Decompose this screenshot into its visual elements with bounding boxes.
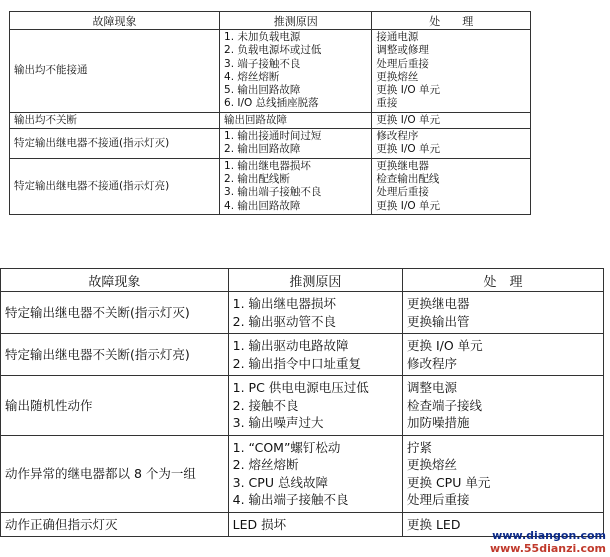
cause-line: LED 损坏 [232, 516, 287, 532]
cause-cell [220, 158, 372, 214]
table-row [1, 435, 604, 512]
action-line: 更换熔丝 [406, 457, 457, 472]
action-line: 更换 I/O 单元 [406, 338, 483, 353]
table-body [1, 292, 604, 537]
action-line: 修改程序 [406, 355, 457, 371]
cause-line: 2. 输出回路故障 [224, 143, 301, 156]
cause-cell [228, 435, 402, 512]
action-line: 调整电源 [406, 380, 457, 395]
cause-line: 1. 输出驱动电路故障 [232, 338, 349, 353]
cause-line: 4. 输出回路故障 [224, 199, 301, 212]
action-line: 更换 CPU 单元 [406, 474, 491, 490]
cause-cell [220, 112, 372, 128]
cause-line: 5. 输出回路故障 [224, 84, 301, 97]
action-line: 拧紧 [406, 439, 432, 455]
symptom-cell: 输出均不能接通 [10, 30, 220, 113]
action-line: 处理后重接 [376, 57, 429, 70]
output-fault-table-1 [9, 11, 531, 215]
symptom-cell: 特定输出继电器不接通(指示灯灭) [10, 129, 220, 159]
cause-cell [228, 292, 402, 334]
cause-line: 1. 输出继电器损坏 [232, 296, 337, 311]
cause-line: 4. 输出端子接触不良 [232, 492, 349, 507]
action-line: 更换 I/O 单元 [376, 84, 440, 97]
cause-line: 6. I/O 总线插座脱落 [224, 97, 319, 110]
action-line: 修改程序 [376, 130, 419, 143]
action-line: 接通电源 [376, 31, 419, 43]
output-fault-table-2 [0, 268, 604, 537]
watermark-line-1: www.diangon.com [492, 529, 606, 542]
action-line: 处理后重接 [376, 186, 429, 199]
cause-line: 2. 输出配线断 [224, 172, 290, 185]
symptom-cell: 输出随机性动作 [1, 376, 229, 436]
symptom-cell: 动作异常的继电器都以 8 个为一组 [1, 435, 229, 512]
symptom-cell: 特定输出继电器不关断(指示灯灭) [1, 292, 229, 334]
cause-line: 2. 负载电源坏或过低 [224, 44, 322, 57]
action-line: 调整或修理 [376, 44, 429, 57]
action-cell [402, 376, 603, 436]
action-line: 更换 I/O 单元 [376, 113, 440, 126]
cause-cell [228, 376, 402, 436]
symptom-cell: 特定输出继电器不接通(指示灯亮) [10, 158, 220, 214]
header-action: 处 理 [402, 269, 603, 292]
symptom-cell: 动作正确但指示灯灭 [1, 512, 229, 537]
cause-cell [220, 129, 372, 159]
action-line: 更换继电器 [376, 159, 429, 172]
header-symptom: 故障现象 [10, 12, 220, 30]
action-cell [372, 129, 531, 159]
action-line: 重接 [376, 97, 398, 110]
table-header-row [10, 12, 531, 30]
action-cell [402, 435, 603, 512]
cause-line: 3. 输出噪声过大 [232, 415, 324, 430]
cause-line: 4. 熔丝熔断 [224, 70, 280, 83]
action-line: 更换熔丝 [376, 70, 419, 83]
header-cause: 推测原因 [228, 269, 402, 292]
action-line: 更换继电器 [406, 296, 470, 311]
action-cell [372, 112, 531, 128]
cause-line: 3. 输出端子接触不良 [224, 186, 322, 199]
cause-line: 2. 输出指令中口址重复 [232, 355, 362, 371]
table-row [1, 292, 604, 334]
action-cell [402, 292, 603, 334]
cause-line: 1. 输出继电器损坏 [224, 159, 311, 172]
table-row [10, 158, 531, 214]
action-line: 检查端子接线 [406, 397, 482, 413]
action-line: 处理后重接 [406, 492, 470, 507]
cause-line: 2. 熔丝熔断 [232, 457, 299, 472]
table-body [10, 30, 531, 215]
action-line: 更换输出管 [406, 313, 470, 329]
action-line: 加防噪措施 [406, 415, 470, 430]
cause-line: 1. 未加负载电源 [224, 31, 301, 43]
cause-line: 3. CPU 总线故障 [232, 474, 328, 490]
table-row [10, 112, 531, 128]
symptom-cell: 特定输出继电器不关断(指示灯亮) [1, 334, 229, 376]
symptom-cell: 输出均不关断 [10, 112, 220, 128]
table-row [10, 30, 531, 113]
table-row [1, 376, 604, 436]
action-cell [402, 334, 603, 376]
table-row [1, 334, 604, 376]
action-line: 更换 I/O 单元 [376, 199, 440, 212]
action-line: 检查输出配线 [376, 172, 440, 185]
cause-cell [228, 334, 402, 376]
cause-line: 1. “COM”螺钉松动 [232, 439, 341, 455]
header-action: 处 理 [372, 12, 531, 30]
header-symptom: 故障现象 [1, 269, 229, 292]
cause-line: 2. 接触不良 [232, 397, 299, 413]
cause-line: 1. PC 供电电源电压过低 [232, 380, 369, 395]
action-line: 更换 LED [406, 516, 461, 532]
site-watermark [490, 529, 606, 555]
cause-line: 1. 输出接通时间过短 [224, 130, 322, 143]
action-cell [372, 158, 531, 214]
cause-cell [228, 512, 402, 537]
cause-line: 3. 端子接触不良 [224, 57, 301, 70]
action-line: 更换 I/O 单元 [376, 143, 440, 156]
action-cell [372, 30, 531, 113]
cause-line: 2. 输出驱动管不良 [232, 313, 337, 329]
table-header-row [1, 269, 604, 292]
cause-cell [220, 30, 372, 113]
cause-line: 输出回路故障 [224, 113, 288, 126]
table-row [10, 129, 531, 159]
header-cause: 推测原因 [220, 12, 372, 30]
watermark-line-2: www.55dianzi.com [489, 542, 606, 555]
